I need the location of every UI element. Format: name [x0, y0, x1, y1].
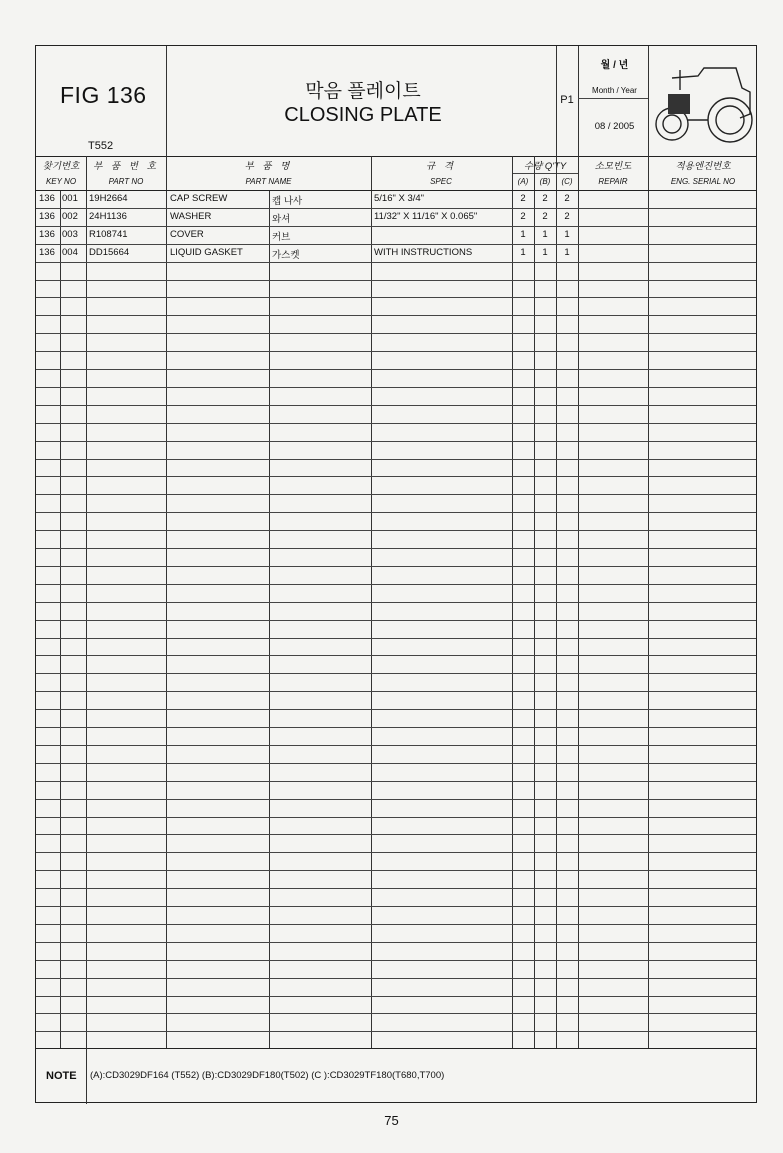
col-eng-ko: 적용엔진번호 — [675, 161, 731, 172]
cell-name-ko: 캡 나사 — [272, 196, 303, 207]
col-key-en: KEY NO — [45, 177, 77, 186]
cell-c: 1 — [564, 246, 570, 258]
cell-c: 2 — [564, 210, 570, 222]
cell-c: 2 — [564, 193, 570, 204]
cell-b: 1 — [542, 228, 548, 240]
cell-fig: 136 — [39, 210, 55, 222]
cell-name-en: COVER — [170, 228, 204, 240]
col-qty-c: (C) — [561, 177, 573, 186]
cell-name-ko: 커브 — [272, 231, 291, 243]
tractor-icon — [650, 58, 756, 144]
cell-b: 2 — [542, 210, 548, 222]
month-year-english: Month / Year — [592, 86, 637, 95]
title-korean: 막음 플레이트 — [305, 81, 421, 102]
cell-part: 19H2664 — [89, 193, 128, 204]
cell-name-en: CAP SCREW — [170, 193, 228, 204]
cell-a: 1 — [520, 246, 526, 258]
cell-key: 001 — [62, 193, 78, 204]
cell-c: 1 — [564, 228, 570, 240]
col-qty-b: (B) — [539, 177, 551, 186]
table-row — [36, 208, 756, 226]
col-key-ko: 찾기번호 — [42, 161, 80, 172]
col-part-en: PART NO — [108, 177, 144, 186]
col-repair-en: REPAIR — [598, 177, 628, 186]
cell-name-en: LIQUID GASKET — [170, 246, 243, 258]
issue-date: 08 / 2005 — [594, 121, 635, 132]
cell-spec: WITH INSTRUCTIONS — [374, 246, 473, 258]
cell-name-ko: 와셔 — [272, 213, 291, 225]
model-label: T552 — [88, 140, 114, 152]
table-row — [36, 226, 756, 244]
cell-key: 003 — [62, 228, 78, 240]
col-eng-en: ENG. SERIAL NO — [670, 177, 736, 186]
cell-part: R108741 — [89, 228, 128, 240]
figure-number: FIG 136 — [60, 82, 147, 108]
page-label: P1 — [560, 94, 574, 106]
cell-key: 004 — [62, 246, 78, 258]
cell-fig: 136 — [39, 193, 55, 204]
cell-fig: 136 — [39, 246, 55, 258]
cell-a: 2 — [520, 210, 526, 222]
cell-name-ko: 가스켓 — [272, 249, 300, 261]
col-repair-ko: 소모빈도 — [594, 161, 632, 172]
col-qty-ko: 수량 Q'TY — [523, 161, 567, 172]
parts-sheet — [35, 45, 757, 1103]
cell-b: 2 — [542, 193, 548, 204]
col-spec-en: SPEC — [430, 177, 452, 186]
cell-key: 002 — [62, 210, 78, 222]
col-name-ko: 부 품 명 — [244, 161, 293, 172]
table-row — [36, 244, 756, 262]
cell-a: 2 — [520, 193, 526, 204]
cell-spec: 5/16" X 3/4" — [374, 193, 425, 204]
table-row — [36, 190, 756, 208]
cell-name-en: WASHER — [170, 210, 212, 222]
cell-part: 24H1136 — [89, 210, 127, 222]
cell-a: 1 — [520, 228, 526, 240]
col-spec-ko: 규 격 — [426, 161, 456, 172]
col-part-ko: 부 품 번 호 — [93, 161, 159, 172]
note-text: (A):CD3029DF164 (T552) (B):CD3029DF180(T502) (C ):CD3029TF180(T680,T700) — [90, 1070, 445, 1081]
title-english: CLOSING PLATE — [284, 104, 442, 126]
month-year-korean: 월 / 년 — [600, 60, 629, 71]
col-name-en: PART NAME — [245, 177, 292, 186]
note-label: NOTE — [46, 1070, 77, 1082]
cell-fig: 136 — [39, 228, 55, 240]
cell-b: 1 — [542, 246, 548, 258]
cell-part: DD15664 — [89, 246, 130, 258]
col-qty-a: (A) — [517, 177, 529, 186]
page-number: 75 — [384, 1113, 399, 1128]
cell-spec: 11/32" X 11/16" X 0.065" — [374, 210, 478, 222]
